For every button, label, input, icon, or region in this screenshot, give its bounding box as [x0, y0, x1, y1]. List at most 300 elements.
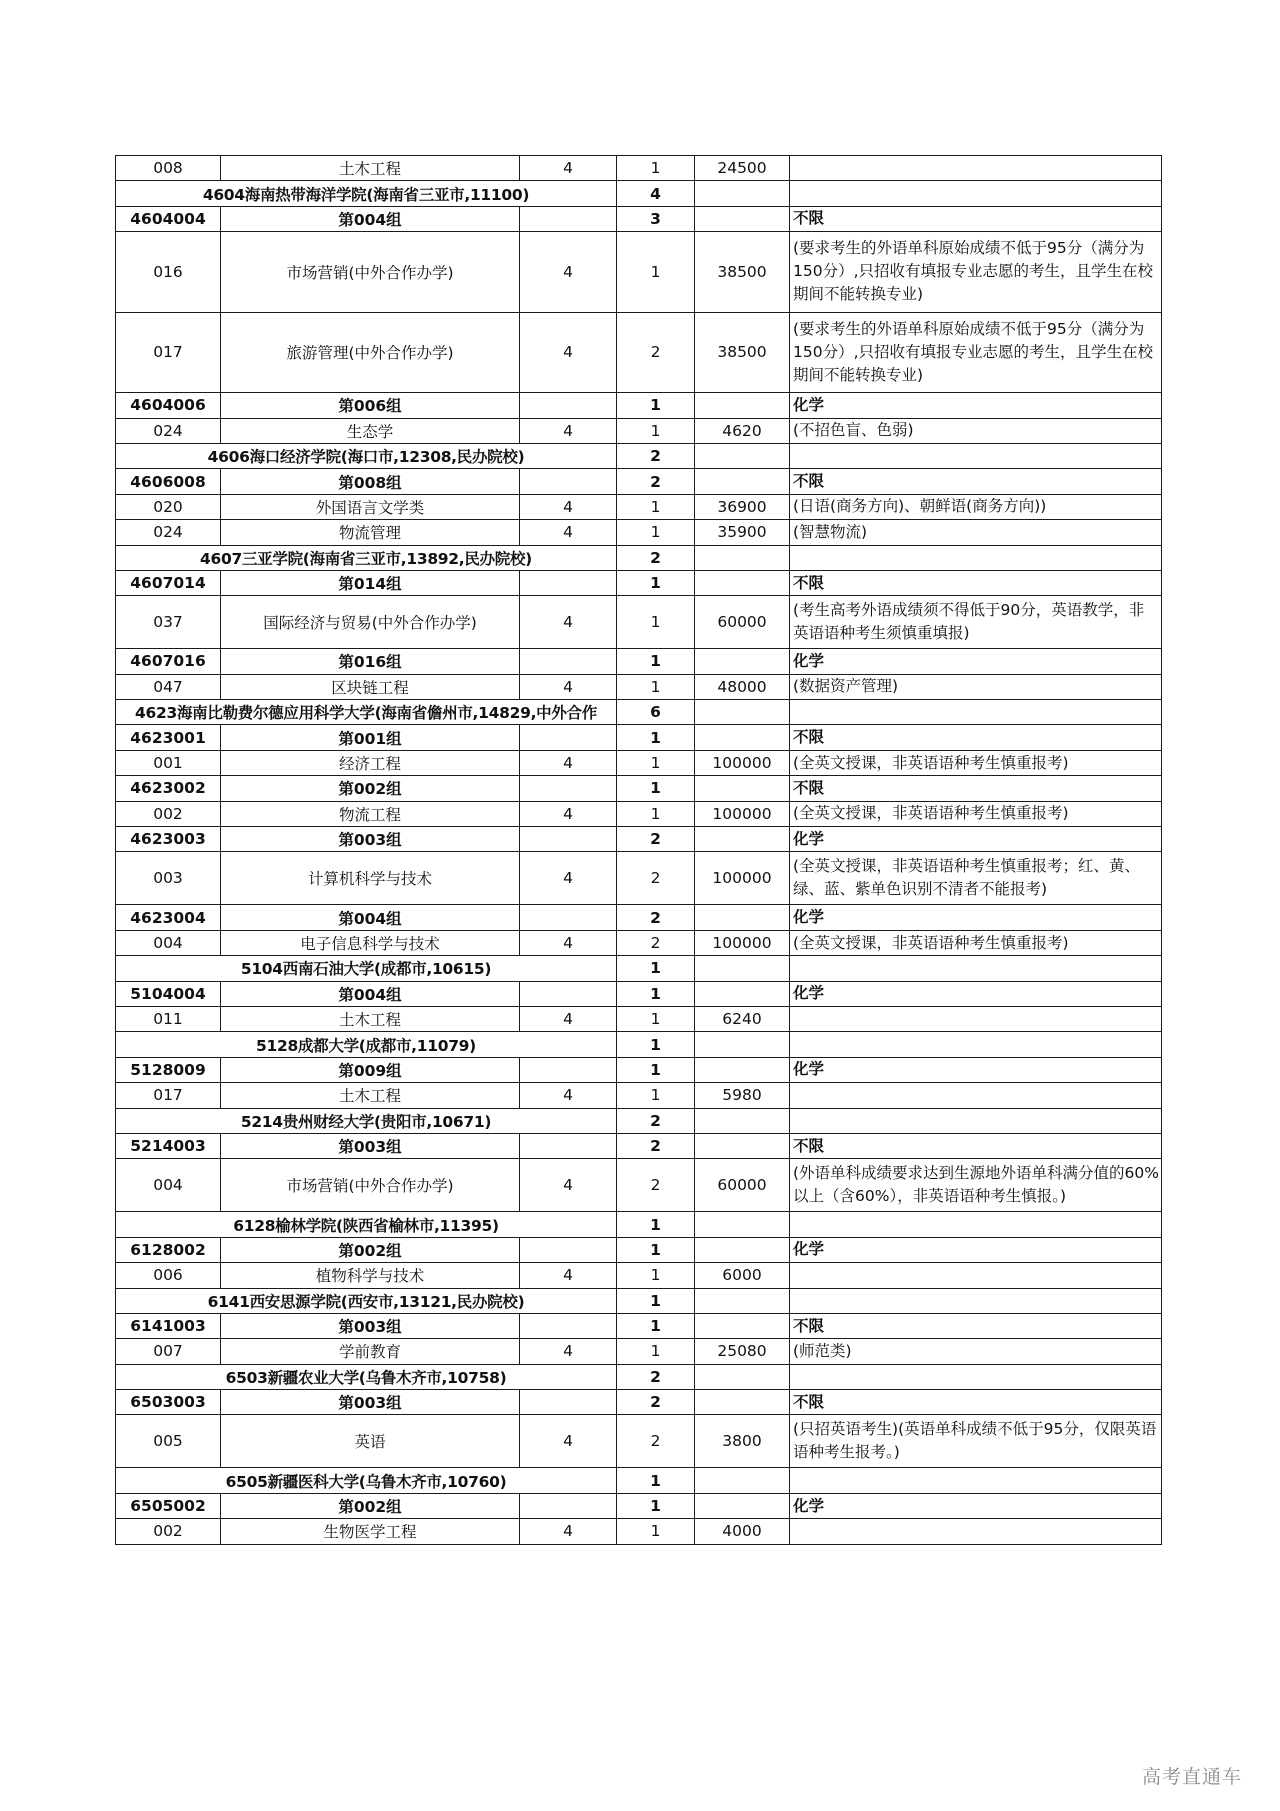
school-name: 6505新疆医科大学(乌鲁木齐市,10760) — [116, 1468, 617, 1493]
school-row — [116, 1364, 1162, 1389]
subject-requirement: 化学 — [790, 393, 1162, 418]
plan-count: 1 — [617, 674, 695, 699]
major-name: 土木工程 — [221, 1083, 520, 1108]
subject-requirement: 化学 — [790, 1493, 1162, 1518]
years-cell — [520, 981, 617, 1006]
years-cell — [520, 1237, 617, 1262]
group-row — [116, 469, 1162, 494]
major-note: (外语单科成绩要求达到生源地外语单科满分值的60%以上（含60%），非英语语种考生慎报。) — [790, 1159, 1162, 1212]
major-note — [790, 156, 1162, 181]
plan-count: 2 — [617, 852, 695, 905]
major-code: 004 — [116, 1159, 221, 1212]
years-cell — [520, 1057, 617, 1082]
fee-cell — [695, 956, 790, 981]
major-name: 旅游管理(中外合作办学) — [221, 312, 520, 393]
years-cell — [520, 393, 617, 418]
major-row — [116, 1083, 1162, 1108]
plan-count: 2 — [617, 1390, 695, 1415]
major-name: 植物科学与技术 — [221, 1263, 520, 1288]
major-note: (师范类) — [790, 1339, 1162, 1364]
group-row — [116, 776, 1162, 801]
group-name: 第002组 — [221, 1493, 520, 1518]
group-code: 4604004 — [116, 206, 221, 231]
major-row — [116, 1519, 1162, 1544]
major-note — [790, 1519, 1162, 1544]
plan-count: 2 — [617, 930, 695, 955]
fee-cell — [695, 827, 790, 852]
major-note: (数据资产管理) — [790, 674, 1162, 699]
plan-count: 2 — [617, 1415, 695, 1468]
fee-cell — [695, 1288, 790, 1313]
major-row — [116, 494, 1162, 519]
subject-requirement: 不限 — [790, 776, 1162, 801]
subject-requirement: 化学 — [790, 827, 1162, 852]
plan-count: 2 — [617, 1108, 695, 1133]
major-code: 004 — [116, 930, 221, 955]
major-code: 017 — [116, 312, 221, 393]
group-code: 6141003 — [116, 1313, 221, 1338]
school-name: 5128成都大学(成都市,11079) — [116, 1032, 617, 1057]
major-code: 037 — [116, 596, 221, 649]
years: 4 — [520, 1263, 617, 1288]
subject-requirement: 不限 — [790, 725, 1162, 750]
plan-count: 1 — [617, 494, 695, 519]
tuition-fee: 3800 — [695, 1415, 790, 1468]
fee-cell — [695, 1390, 790, 1415]
major-note — [790, 1083, 1162, 1108]
tuition-fee: 36900 — [695, 494, 790, 519]
admission-plan-table — [115, 155, 1162, 1545]
group-code: 4623001 — [116, 725, 221, 750]
plan-count: 1 — [617, 570, 695, 595]
subject-requirement: 不限 — [790, 206, 1162, 231]
group-row — [116, 905, 1162, 930]
fee-cell — [695, 1133, 790, 1158]
fee-cell — [695, 570, 790, 595]
major-row — [116, 520, 1162, 545]
major-name: 生物医学工程 — [221, 1519, 520, 1544]
fee-cell — [695, 1057, 790, 1082]
school-row — [116, 1468, 1162, 1493]
plan-count: 1 — [617, 232, 695, 313]
plan-count: 1 — [617, 1313, 695, 1338]
school-row — [116, 1212, 1162, 1237]
note-cell — [790, 1212, 1162, 1237]
major-code: 047 — [116, 674, 221, 699]
years-cell — [520, 1390, 617, 1415]
group-row — [116, 827, 1162, 852]
school-name: 5214贵州财经大学(贵阳市,10671) — [116, 1108, 617, 1133]
major-row — [116, 1006, 1162, 1031]
group-code: 6503003 — [116, 1390, 221, 1415]
plan-count: 1 — [617, 1468, 695, 1493]
group-row — [116, 1493, 1162, 1518]
years: 4 — [520, 596, 617, 649]
major-code: 001 — [116, 750, 221, 775]
group-name: 第004组 — [221, 981, 520, 1006]
plan-count: 1 — [617, 1057, 695, 1082]
plan-count: 1 — [617, 156, 695, 181]
subject-requirement: 化学 — [790, 981, 1162, 1006]
plan-count: 1 — [617, 1237, 695, 1262]
school-row — [116, 181, 1162, 206]
major-code: 008 — [116, 156, 221, 181]
major-name: 学前教育 — [221, 1339, 520, 1364]
years-cell — [520, 905, 617, 930]
years: 4 — [520, 1083, 617, 1108]
years: 4 — [520, 1415, 617, 1468]
plan-count: 2 — [617, 443, 695, 468]
school-name: 4607三亚学院(海南省三亚市,13892,民办院校) — [116, 545, 617, 570]
years: 4 — [520, 1006, 617, 1031]
group-row — [116, 1237, 1162, 1262]
school-name: 4604海南热带海洋学院(海南省三亚市,11100) — [116, 181, 617, 206]
plan-count: 1 — [617, 1083, 695, 1108]
note-cell — [790, 700, 1162, 725]
group-row — [116, 1390, 1162, 1415]
tuition-fee: 60000 — [695, 596, 790, 649]
major-name: 国际经济与贸易(中外合作办学) — [221, 596, 520, 649]
major-code: 024 — [116, 418, 221, 443]
school-name: 6128榆林学院(陕西省榆林市,11395) — [116, 1212, 617, 1237]
major-note: (全英文授课，非英语语种考生慎重报考；红、黄、绿、蓝、紫单色识别不清者不能报考) — [790, 852, 1162, 905]
tuition-fee: 100000 — [695, 750, 790, 775]
major-note — [790, 1006, 1162, 1031]
note-cell — [790, 443, 1162, 468]
major-note: (全英文授课，非英语语种考生慎重报考) — [790, 801, 1162, 826]
tuition-fee: 60000 — [695, 1159, 790, 1212]
major-note: (要求考生的外语单科原始成绩不低于95分（满分为150分）,只招收有填报专业志愿的考生，且学生在校期间不能转换专业) — [790, 312, 1162, 393]
tuition-fee: 38500 — [695, 232, 790, 313]
tuition-fee: 35900 — [695, 520, 790, 545]
fee-cell — [695, 1237, 790, 1262]
fee-cell — [695, 905, 790, 930]
years: 4 — [520, 232, 617, 313]
group-row — [116, 570, 1162, 595]
major-row — [116, 156, 1162, 181]
school-name: 5104西南石油大学(成都市,10615) — [116, 956, 617, 981]
group-code: 4607014 — [116, 570, 221, 595]
subject-requirement: 不限 — [790, 469, 1162, 494]
major-name: 市场营销(中外合作办学) — [221, 232, 520, 313]
plan-count: 1 — [617, 956, 695, 981]
watermark: 高考直通车 — [1142, 1766, 1243, 1788]
subject-requirement: 化学 — [790, 1237, 1162, 1262]
plan-count: 2 — [617, 905, 695, 930]
major-code: 011 — [116, 1006, 221, 1031]
major-name: 生态学 — [221, 418, 520, 443]
major-note: (全英文授课，非英语语种考生慎重报考) — [790, 750, 1162, 775]
years-cell — [520, 570, 617, 595]
major-name: 土木工程 — [221, 156, 520, 181]
subject-requirement: 化学 — [790, 649, 1162, 674]
years-cell — [520, 725, 617, 750]
group-name: 第003组 — [221, 1133, 520, 1158]
major-note: (考生高考外语成绩须不得低于90分，英语教学，非英语语种考生须慎重填报) — [790, 596, 1162, 649]
group-name: 第014组 — [221, 570, 520, 595]
plan-count: 1 — [617, 750, 695, 775]
major-note: (智慧物流) — [790, 520, 1162, 545]
plan-count: 4 — [617, 181, 695, 206]
plan-count: 1 — [617, 1212, 695, 1237]
group-code: 4607016 — [116, 649, 221, 674]
years: 4 — [520, 674, 617, 699]
school-row — [116, 443, 1162, 468]
major-code: 005 — [116, 1415, 221, 1468]
group-row — [116, 206, 1162, 231]
major-row — [116, 418, 1162, 443]
years-cell — [520, 776, 617, 801]
tuition-fee: 100000 — [695, 930, 790, 955]
fee-cell — [695, 725, 790, 750]
plan-count: 2 — [617, 469, 695, 494]
years-cell — [520, 469, 617, 494]
fee-cell — [695, 981, 790, 1006]
major-note: (全英文授课，非英语语种考生慎重报考) — [790, 930, 1162, 955]
fee-cell — [695, 700, 790, 725]
group-code: 5214003 — [116, 1133, 221, 1158]
fee-cell — [695, 181, 790, 206]
years: 4 — [520, 1519, 617, 1544]
major-note: (要求考生的外语单科原始成绩不低于95分（满分为150分）,只招收有填报专业志愿的考生，且学生在校期间不能转换专业) — [790, 232, 1162, 313]
major-row — [116, 312, 1162, 393]
tuition-fee: 100000 — [695, 852, 790, 905]
group-code: 6128002 — [116, 1237, 221, 1262]
plan-count: 1 — [617, 801, 695, 826]
plan-count: 1 — [617, 649, 695, 674]
fee-cell — [695, 206, 790, 231]
plan-count: 1 — [617, 725, 695, 750]
years-cell — [520, 827, 617, 852]
group-row — [116, 725, 1162, 750]
group-code: 4604006 — [116, 393, 221, 418]
group-row — [116, 981, 1162, 1006]
major-name: 物流工程 — [221, 801, 520, 826]
years: 4 — [520, 520, 617, 545]
plan-count: 1 — [617, 596, 695, 649]
fee-cell — [695, 443, 790, 468]
subject-requirement: 不限 — [790, 1313, 1162, 1338]
major-row — [116, 1263, 1162, 1288]
group-name: 第006组 — [221, 393, 520, 418]
school-row — [116, 1288, 1162, 1313]
major-name: 外国语言文学类 — [221, 494, 520, 519]
group-code: 4623004 — [116, 905, 221, 930]
major-row — [116, 1415, 1162, 1468]
plan-count: 2 — [617, 545, 695, 570]
tuition-fee: 38500 — [695, 312, 790, 393]
plan-count: 1 — [617, 393, 695, 418]
tuition-fee: 5980 — [695, 1083, 790, 1108]
fee-cell — [695, 1212, 790, 1237]
group-name: 第003组 — [221, 827, 520, 852]
group-name: 第002组 — [221, 1237, 520, 1262]
fee-cell — [695, 1108, 790, 1133]
tuition-fee: 4000 — [695, 1519, 790, 1544]
subject-requirement: 不限 — [790, 1390, 1162, 1415]
group-row — [116, 393, 1162, 418]
school-row — [116, 1032, 1162, 1057]
years: 4 — [520, 312, 617, 393]
major-code: 017 — [116, 1083, 221, 1108]
fee-cell — [695, 545, 790, 570]
years: 4 — [520, 156, 617, 181]
group-name: 第003组 — [221, 1390, 520, 1415]
plan-count: 1 — [617, 1493, 695, 1518]
plan-count: 2 — [617, 1133, 695, 1158]
group-row — [116, 1133, 1162, 1158]
plan-count: 1 — [617, 1339, 695, 1364]
major-name: 物流管理 — [221, 520, 520, 545]
subject-requirement: 化学 — [790, 1057, 1162, 1082]
group-code: 4623002 — [116, 776, 221, 801]
major-name: 电子信息科学与技术 — [221, 930, 520, 955]
years-cell — [520, 649, 617, 674]
group-code: 5104004 — [116, 981, 221, 1006]
plan-count: 1 — [617, 1263, 695, 1288]
fee-cell — [695, 776, 790, 801]
fee-cell — [695, 649, 790, 674]
group-code: 4623003 — [116, 827, 221, 852]
school-row — [116, 700, 1162, 725]
subject-requirement: 不限 — [790, 1133, 1162, 1158]
major-row — [116, 1159, 1162, 1212]
fee-cell — [695, 1468, 790, 1493]
group-name: 第004组 — [221, 905, 520, 930]
group-name: 第016组 — [221, 649, 520, 674]
fee-cell — [695, 469, 790, 494]
major-code: 020 — [116, 494, 221, 519]
plan-count: 2 — [617, 1159, 695, 1212]
note-cell — [790, 545, 1162, 570]
major-note: (不招色盲、色弱) — [790, 418, 1162, 443]
group-row — [116, 649, 1162, 674]
fee-cell — [695, 393, 790, 418]
group-name: 第004组 — [221, 206, 520, 231]
fee-cell — [695, 1364, 790, 1389]
note-cell — [790, 1288, 1162, 1313]
plan-count: 1 — [617, 981, 695, 1006]
group-name: 第008组 — [221, 469, 520, 494]
tuition-fee: 6000 — [695, 1263, 790, 1288]
plan-count: 6 — [617, 700, 695, 725]
years: 4 — [520, 750, 617, 775]
subject-requirement: 化学 — [790, 905, 1162, 930]
major-code: 002 — [116, 1519, 221, 1544]
major-code: 003 — [116, 852, 221, 905]
group-name: 第003组 — [221, 1313, 520, 1338]
group-code: 6505002 — [116, 1493, 221, 1518]
major-name: 计算机科学与技术 — [221, 852, 520, 905]
plan-count: 1 — [617, 520, 695, 545]
years: 4 — [520, 494, 617, 519]
major-row — [116, 1339, 1162, 1364]
major-note: (日语(商务方向)、朝鲜语(商务方向)) — [790, 494, 1162, 519]
fee-cell — [695, 1493, 790, 1518]
group-code: 5128009 — [116, 1057, 221, 1082]
major-row — [116, 232, 1162, 313]
major-code: 024 — [116, 520, 221, 545]
major-name: 区块链工程 — [221, 674, 520, 699]
major-code: 016 — [116, 232, 221, 313]
major-code: 007 — [116, 1339, 221, 1364]
years-cell — [520, 1133, 617, 1158]
group-row — [116, 1313, 1162, 1338]
note-cell — [790, 181, 1162, 206]
plan-count: 1 — [617, 1288, 695, 1313]
years: 4 — [520, 801, 617, 826]
plan-count: 1 — [617, 776, 695, 801]
fee-cell — [695, 1032, 790, 1057]
plan-count: 1 — [617, 418, 695, 443]
tuition-fee: 6240 — [695, 1006, 790, 1031]
major-row — [116, 852, 1162, 905]
major-row — [116, 930, 1162, 955]
school-row — [116, 545, 1162, 570]
school-row — [116, 1108, 1162, 1133]
note-cell — [790, 1468, 1162, 1493]
plan-count: 2 — [617, 1364, 695, 1389]
years: 4 — [520, 1339, 617, 1364]
major-note — [790, 1263, 1162, 1288]
major-name: 市场营销(中外合作办学) — [221, 1159, 520, 1212]
plan-count: 2 — [617, 312, 695, 393]
school-name: 4606海口经济学院(海口市,12308,民办院校) — [116, 443, 617, 468]
plan-count: 1 — [617, 1519, 695, 1544]
major-row — [116, 750, 1162, 775]
group-name: 第002组 — [221, 776, 520, 801]
major-name: 土木工程 — [221, 1006, 520, 1031]
fee-cell — [695, 1313, 790, 1338]
subject-requirement: 不限 — [790, 570, 1162, 595]
years: 4 — [520, 418, 617, 443]
major-row — [116, 674, 1162, 699]
school-row — [116, 956, 1162, 981]
years-cell — [520, 206, 617, 231]
tuition-fee: 25080 — [695, 1339, 790, 1364]
years-cell — [520, 1493, 617, 1518]
major-name: 经济工程 — [221, 750, 520, 775]
years: 4 — [520, 930, 617, 955]
group-name: 第001组 — [221, 725, 520, 750]
years-cell — [520, 1313, 617, 1338]
plan-count: 2 — [617, 827, 695, 852]
major-row — [116, 596, 1162, 649]
years: 4 — [520, 1159, 617, 1212]
group-code: 4606008 — [116, 469, 221, 494]
plan-count: 3 — [617, 206, 695, 231]
tuition-fee: 4620 — [695, 418, 790, 443]
note-cell — [790, 1032, 1162, 1057]
major-note: (只招英语考生)(英语单科成绩不低于95分，仅限英语语种考生报考。) — [790, 1415, 1162, 1468]
note-cell — [790, 1108, 1162, 1133]
note-cell — [790, 1364, 1162, 1389]
school-name: 6503新疆农业大学(乌鲁木齐市,10758) — [116, 1364, 617, 1389]
tuition-fee: 100000 — [695, 801, 790, 826]
tuition-fee: 48000 — [695, 674, 790, 699]
major-code: 002 — [116, 801, 221, 826]
school-name: 6141西安思源学院(西安市,13121,民办院校) — [116, 1288, 617, 1313]
plan-count: 1 — [617, 1032, 695, 1057]
major-code: 006 — [116, 1263, 221, 1288]
group-name: 第009组 — [221, 1057, 520, 1082]
major-row — [116, 801, 1162, 826]
plan-count: 1 — [617, 1006, 695, 1031]
major-name: 英语 — [221, 1415, 520, 1468]
years: 4 — [520, 852, 617, 905]
note-cell — [790, 956, 1162, 981]
group-row — [116, 1057, 1162, 1082]
